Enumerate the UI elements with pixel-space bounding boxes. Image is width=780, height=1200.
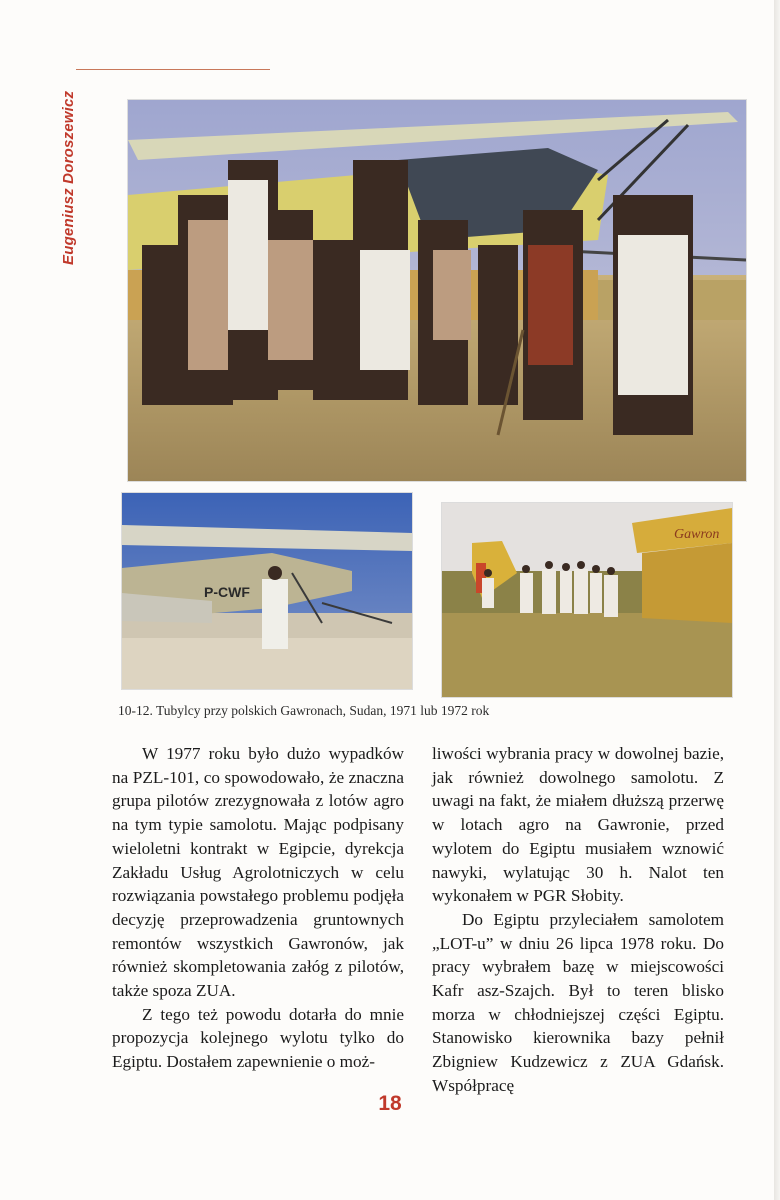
left-plane-registration: P-CWF — [204, 584, 250, 600]
photo-group-between-aircraft — [441, 502, 733, 698]
photo-group-with-aircraft-image — [128, 100, 746, 481]
author-running-head: Eugeniusz Doroszewicz — [60, 90, 77, 265]
page-edge-shadow — [774, 0, 780, 1200]
photo-man-with-aircraft-image — [122, 493, 412, 689]
right-plane-marking: Gawron — [674, 527, 720, 542]
figure-caption: 10-12. Tubylcy przy polskich Gawronach, Sudan, 1971 lub 1972 rok — [118, 703, 490, 718]
paragraph: Do Egiptu przyleciałem samolotem „LOT-u” w dniu 26 lipca 1978 roku. Do pracy wybrałem bazę w miejscowości Kafr asz-Szajch. Był to teren blisko morza w chłodniejszej części Egiptu. Stanowisko kierownika bazy pełnił Zbigniew Kudzewicz z ZUA Gdańsk. Współpracę — [432, 909, 724, 1095]
header-rule — [76, 69, 270, 70]
photo-man-with-aircraft — [121, 492, 413, 690]
paragraph: W 1977 roku było dużo wypadków na PZL-101, co spowodowało, że znaczna grupa pilotów zrezygnowała z lotów agro na tym typie samolotu. Mając podpisany wieloletni kontrakt w Egipcie, dyrekcja Zakładu Usług Agrolotniczych w celu rozwiązania powstałego problemu podjęła decyzję przeprowadzenia gruntownych remontów wszystkich Gawronów, jak również skompletowania załóg z pilotów, także spoza ZUA. — [112, 744, 404, 1001]
page-number: 18 — [378, 1092, 402, 1115]
paragraph: liwości wybrania pracy w dowolnej bazie, jak również dowolnego samolotu. Z uwagi na fakt, że miałem dłuższą przerwę w lotach agro na Gawronie, przed wylotem do Egiptu musiałem wznowić nawyki, wylatując 30 h. Nalot ten wykonałem w PGR Słobity. — [432, 744, 724, 906]
text-column-right — [432, 742, 724, 1098]
text-column-left — [112, 742, 404, 1074]
paragraph: Z tego też powodu dotarła do mnie propozycja kolejnego wylotu tylko do Egiptu. Dostałem zapewnienie o moż- — [112, 1004, 404, 1072]
photo-group-between-aircraft-image — [442, 503, 732, 697]
photo-group-with-aircraft — [127, 99, 747, 482]
